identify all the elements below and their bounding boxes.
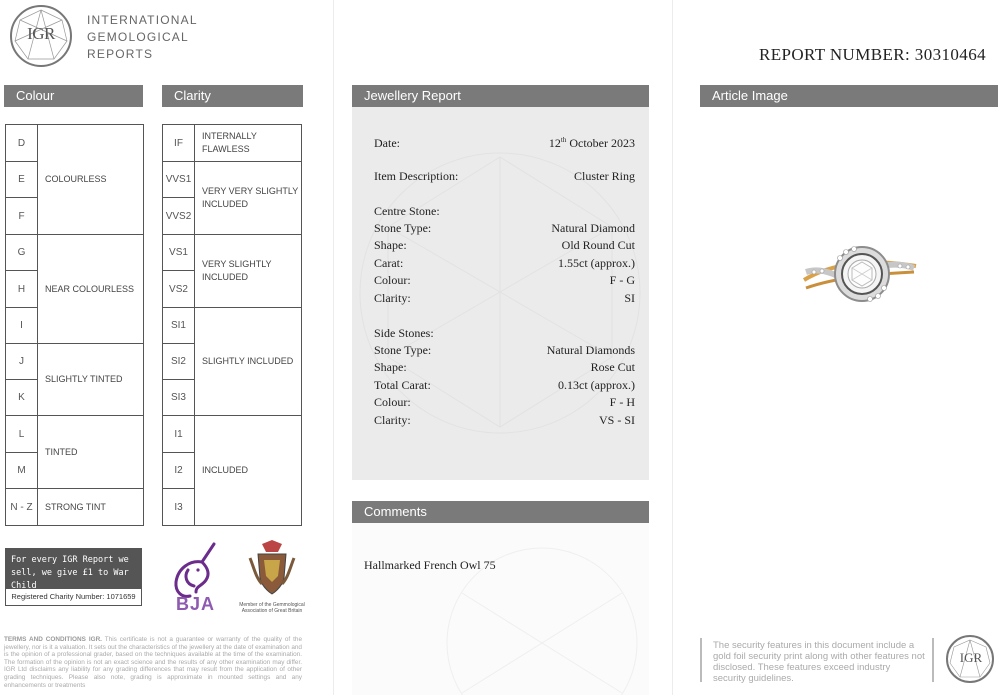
company-name-line: INTERNATIONAL bbox=[87, 13, 198, 27]
clarity-grade: I1 bbox=[163, 416, 195, 453]
report-row bbox=[374, 291, 635, 307]
colour-grade: J bbox=[6, 344, 38, 380]
article-image-header: Article Image bbox=[700, 85, 998, 107]
comment-text: Hallmarked French Owl 75 bbox=[364, 558, 496, 572]
row-label: Clarity: bbox=[374, 413, 411, 427]
row-label: Carat: bbox=[374, 256, 404, 270]
clarity-grade: VS2 bbox=[163, 271, 195, 308]
section-heading: Side Stones: bbox=[374, 326, 434, 340]
terms-and-conditions bbox=[4, 636, 302, 689]
clarity-grade: SI1 bbox=[163, 308, 195, 344]
clarity-header: Clarity bbox=[162, 85, 303, 107]
row-value: Old Round Cut bbox=[561, 238, 635, 252]
clarity-group: VERY SLIGHTLY INCLUDED bbox=[195, 235, 302, 308]
report-row bbox=[374, 273, 635, 289]
fold-line bbox=[672, 0, 673, 695]
clarity-group: INCLUDED bbox=[195, 416, 302, 526]
watermark-igr-icon bbox=[352, 523, 649, 695]
date-day: 12 bbox=[548, 136, 561, 150]
clarity-grade: VVS1 bbox=[163, 162, 195, 198]
colour-group: NEAR COLOURLESS bbox=[38, 235, 144, 344]
centre-stone-heading bbox=[374, 204, 635, 220]
divider bbox=[932, 638, 934, 682]
colour-scale-table bbox=[5, 124, 144, 526]
gem-a-caption: Member of the Gemmological Association of Great Britain bbox=[239, 602, 305, 614]
clarity-grade: VS1 bbox=[163, 235, 195, 271]
charity-banner: For every IGR Report we sell, we give £1 to War Child bbox=[5, 548, 142, 588]
gem-a-crest-icon bbox=[248, 540, 296, 600]
colour-grade: D bbox=[6, 125, 38, 162]
row-label: Shape: bbox=[374, 238, 407, 252]
clarity-grade: I3 bbox=[163, 489, 195, 526]
row-value: F - H bbox=[609, 395, 635, 409]
report-row bbox=[374, 413, 635, 429]
terms-heading: TERMS AND CONDITIONS IGR. bbox=[4, 636, 102, 643]
logo-text: IGR bbox=[27, 24, 55, 43]
charity-number: Registered Charity Number: 1071659 bbox=[5, 588, 142, 606]
colour-grade: F bbox=[6, 198, 38, 235]
row-label: Shape: bbox=[374, 360, 407, 374]
clarity-grade: SI2 bbox=[163, 344, 195, 380]
colour-group: SLIGHTLY TINTED bbox=[38, 344, 144, 416]
report-row bbox=[374, 395, 635, 411]
colour-grade: H bbox=[6, 271, 38, 308]
bja-label: BJA bbox=[176, 594, 216, 614]
row-value: Rose Cut bbox=[590, 360, 635, 374]
company-name-line: GEMOLOGICAL bbox=[87, 30, 189, 44]
colour-grade: G bbox=[6, 235, 38, 271]
jewellery-report-header: Jewellery Report bbox=[352, 85, 649, 107]
clarity-group: INTERNALLY FLAWLESS bbox=[195, 125, 302, 162]
date-suffix: th bbox=[560, 136, 567, 144]
colour-grade: L bbox=[6, 416, 38, 453]
company-name-line: REPORTS bbox=[87, 47, 154, 61]
security-note: The security features in this document include a gold foil security print along with other features not disclosed. These features exceed industry security guidelines. bbox=[713, 640, 925, 684]
report-row bbox=[374, 343, 635, 359]
row-label: Item Description: bbox=[374, 169, 459, 183]
colour-group: COLOURLESS bbox=[38, 125, 144, 235]
colour-header: Colour bbox=[4, 85, 143, 107]
row-label: Stone Type: bbox=[374, 221, 432, 235]
colour-group: TINTED bbox=[38, 416, 144, 489]
section-heading: Centre Stone: bbox=[374, 204, 440, 218]
report-row-item-description bbox=[374, 169, 635, 185]
ring-image bbox=[800, 238, 920, 310]
side-stones-heading bbox=[374, 326, 635, 342]
row-value: 1.55ct (approx.) bbox=[558, 256, 635, 270]
row-value bbox=[549, 136, 635, 151]
row-value: Cluster Ring bbox=[573, 169, 635, 183]
comments-box bbox=[352, 523, 649, 695]
divider bbox=[700, 638, 702, 682]
clarity-grade: SI3 bbox=[163, 380, 195, 416]
row-label: Date: bbox=[374, 136, 400, 150]
report-row-date bbox=[374, 136, 635, 152]
colour-group: STRONG TINT bbox=[38, 489, 144, 526]
clarity-group: SLIGHTLY INCLUDED bbox=[195, 308, 302, 416]
row-value: Natural Diamond bbox=[551, 221, 635, 235]
date-rest: October 2023 bbox=[566, 136, 635, 150]
clarity-grade: IF bbox=[163, 125, 195, 162]
company-name bbox=[87, 12, 198, 63]
row-value: Natural Diamonds bbox=[546, 343, 635, 357]
colour-grade: I bbox=[6, 308, 38, 344]
logo-text: IGR bbox=[959, 650, 983, 665]
row-value: F - G bbox=[609, 273, 635, 287]
row-label: Colour: bbox=[374, 395, 411, 409]
colour-grade: M bbox=[6, 453, 38, 489]
row-label: Colour: bbox=[374, 273, 411, 287]
report-number: REPORT NUMBER: 30310464 bbox=[758, 45, 986, 64]
report-row bbox=[374, 360, 635, 376]
clarity-grade: I2 bbox=[163, 453, 195, 489]
clarity-group: VERY VERY SLIGHTLY INCLUDED bbox=[195, 162, 302, 235]
report-row bbox=[374, 221, 635, 237]
fold-line bbox=[333, 0, 334, 695]
row-value: SI bbox=[624, 291, 635, 305]
colour-grade: N - Z bbox=[6, 489, 38, 526]
report-row bbox=[374, 378, 635, 394]
clarity-grade: VVS2 bbox=[163, 198, 195, 235]
colour-grade: K bbox=[6, 380, 38, 416]
row-label: Stone Type: bbox=[374, 343, 432, 357]
colour-grade: E bbox=[6, 162, 38, 198]
row-value: 0.13ct (approx.) bbox=[558, 378, 635, 392]
terms-text: This certificate is not a guarantee or warranty of the quality of the jewellery, nor is it a valuation. It sets out the characteristics of the jewellery at the date of examination and is the opinion of a professional grader, based on the techniques available at the time of the examination. The formation of the opinion is not an exact science and the results of any other examination may differ. IGR Ltd disclaims any liability for any grading differences that may result from the application of other grading techniques. Please also note, grading is approximate in mounted settings and any enhancements or treatments bbox=[4, 636, 302, 689]
report-row bbox=[374, 256, 635, 272]
row-label: Clarity: bbox=[374, 291, 411, 305]
comments-header: Comments bbox=[352, 501, 649, 523]
clarity-scale-table bbox=[162, 124, 302, 526]
report-row bbox=[374, 238, 635, 254]
row-label: Total Carat: bbox=[374, 378, 431, 392]
row-value: VS - SI bbox=[598, 413, 635, 427]
